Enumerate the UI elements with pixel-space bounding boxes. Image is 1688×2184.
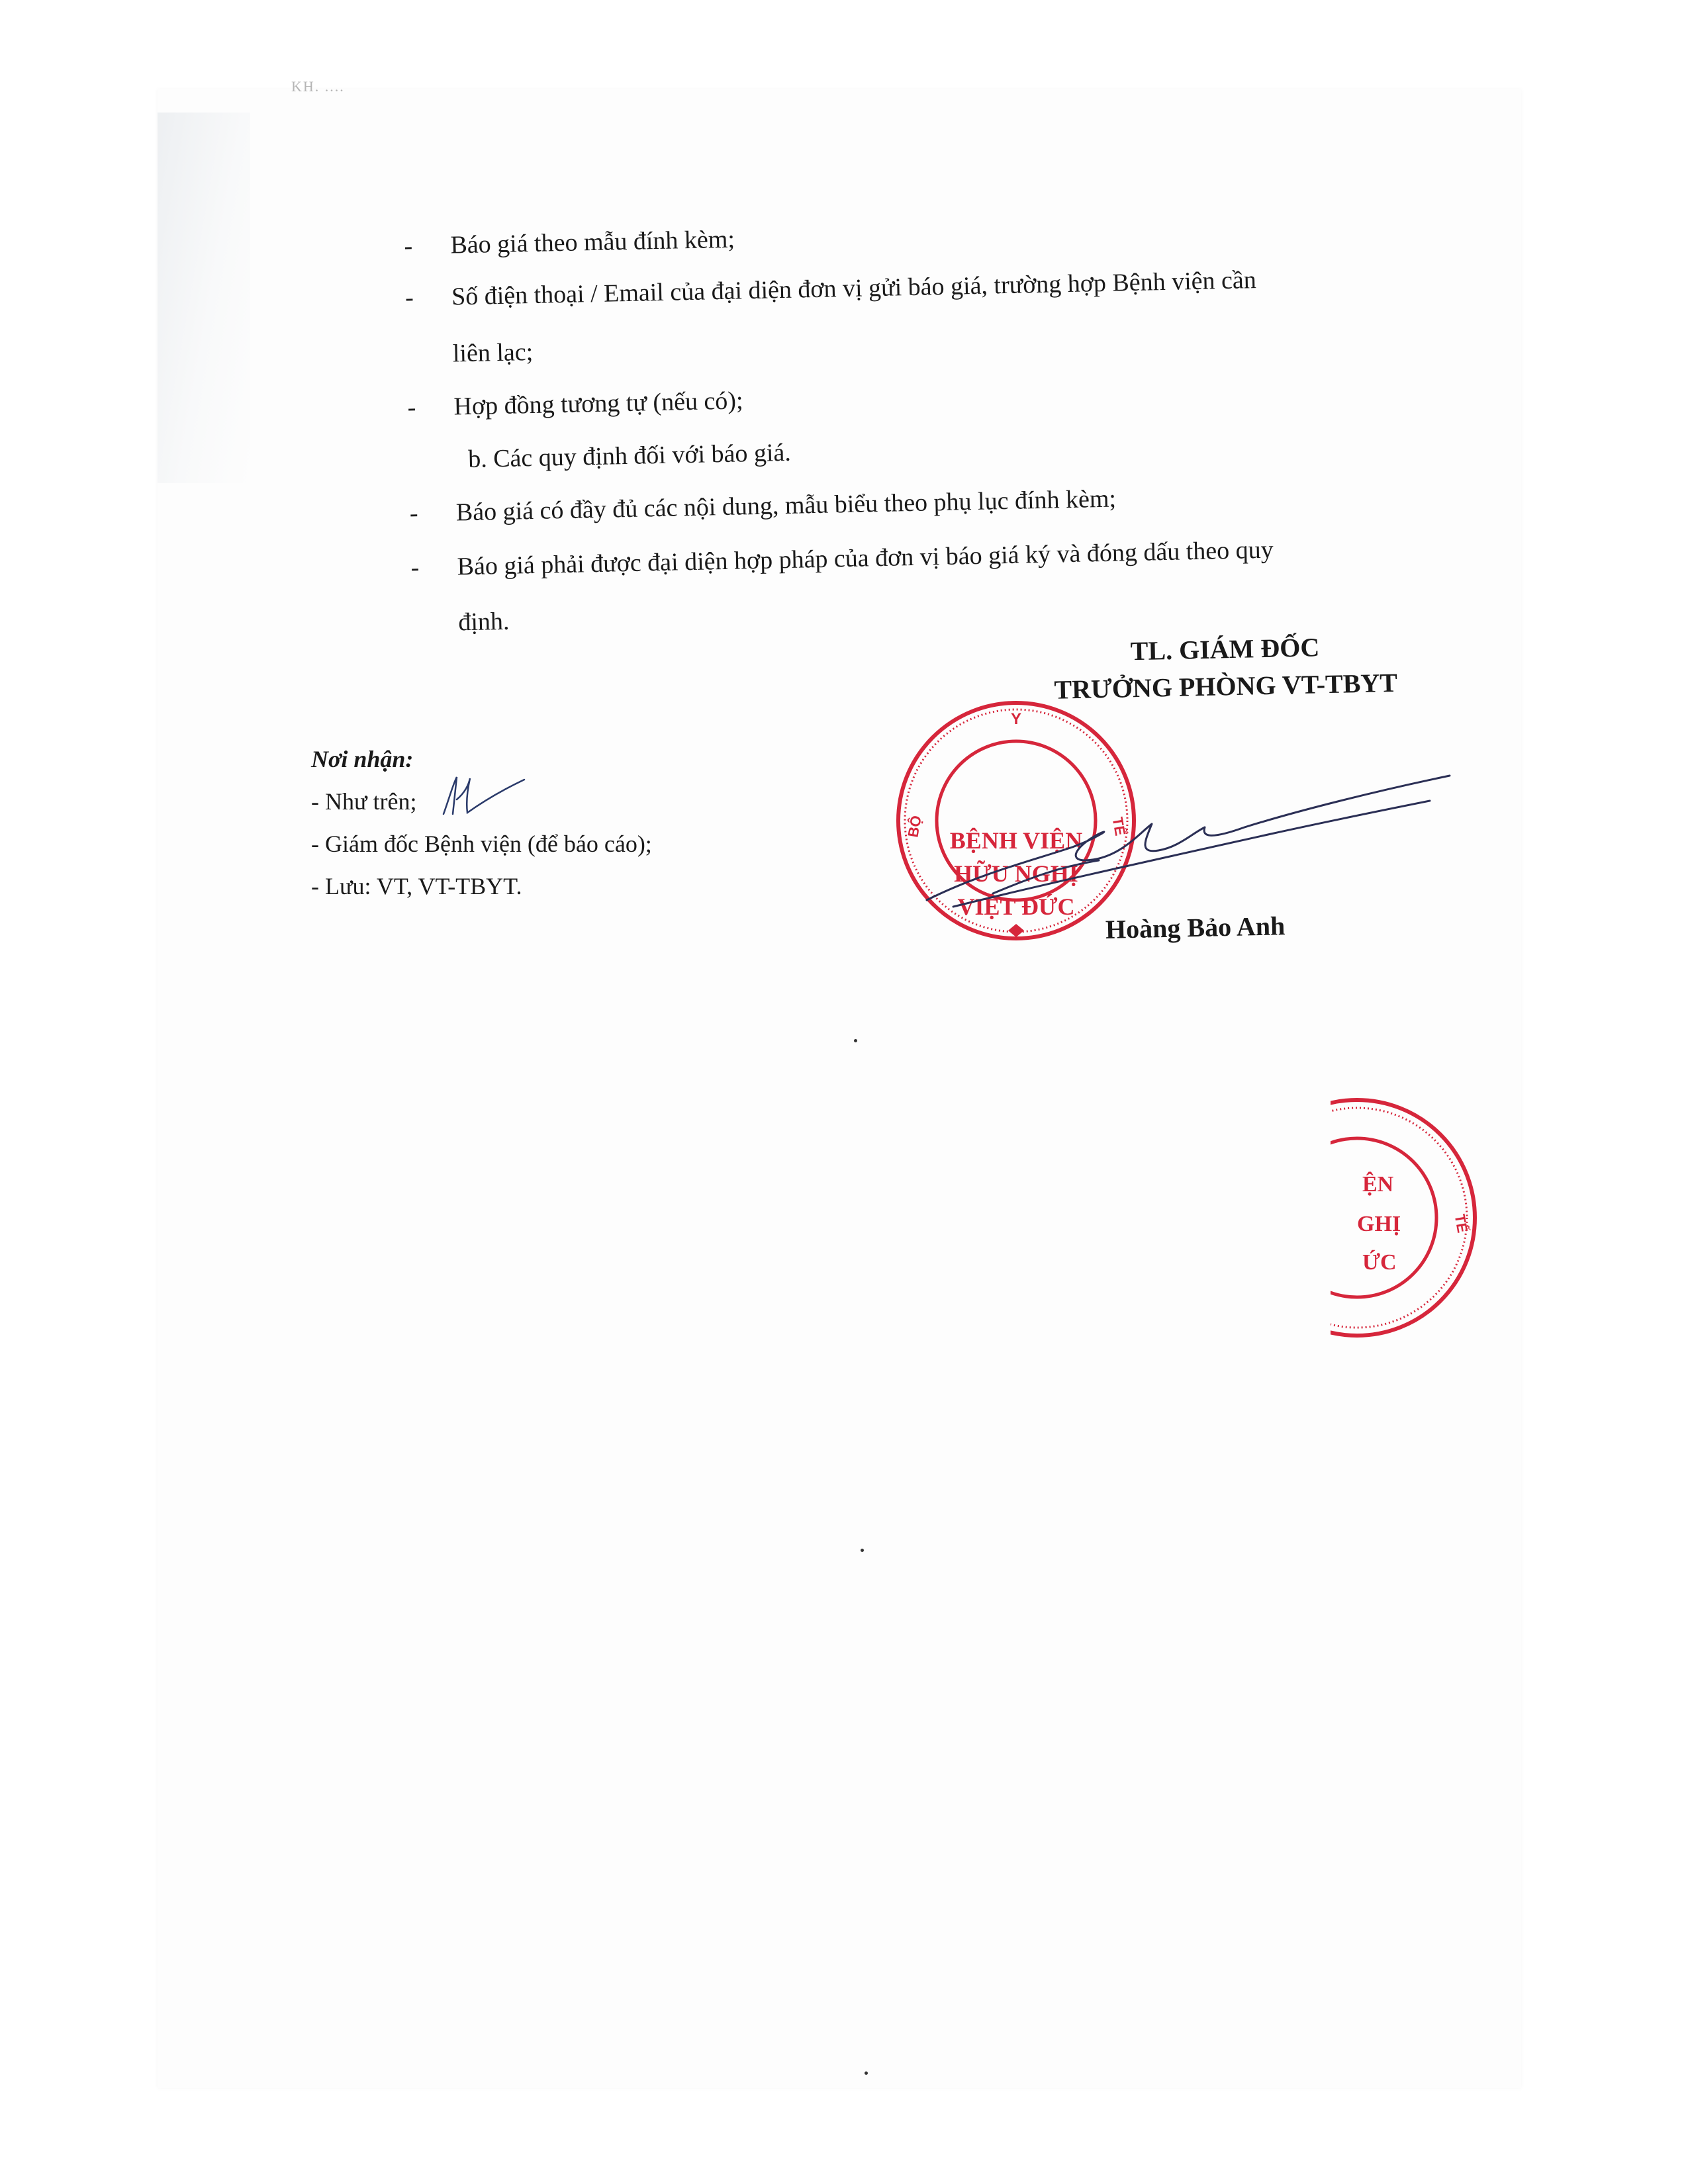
header-smudge-text: KH. .... [291, 78, 345, 95]
bullet-text: Báo giá phải được đại diện hợp pháp của đơn vị báo giá ký và đóng dấu theo quy [457, 535, 1274, 581]
recipients-block [311, 745, 652, 914]
handwritten-signature [900, 761, 1456, 927]
recipient-item: - Lưu: VT, VT-TBYT. [311, 873, 522, 899]
signer-name: Hoàng Bảo Anh [1105, 911, 1286, 944]
bullet-item [407, 373, 1401, 422]
seal-ring-right: TẾ [1109, 815, 1129, 837]
bullet-text: Báo giá theo mẫu đính kèm; [450, 225, 735, 259]
bullet-item [409, 478, 1403, 527]
bullet-text: Số điện thoại / Email của đại diện đơn vị gửi báo giá, trường hợp Bệnh viện cần [451, 266, 1257, 311]
recipient-item: - Giám đốc Bệnh viện (để báo cáo); [311, 831, 652, 857]
seal-line-3: VIỆT ĐỨC [957, 893, 1075, 920]
bullet-dash: - [404, 283, 414, 312]
partial-seal-line-1: ỆN [1362, 1172, 1394, 1197]
bullet-dash: - [404, 232, 413, 260]
recipient-item: - Như trên; [311, 788, 417, 815]
partial-seal-ghost [1331, 1092, 1503, 1343]
paper-speck [861, 1549, 864, 1552]
document-body [404, 211, 1405, 638]
partial-seal-ring-right: TẾ [1451, 1212, 1472, 1234]
seal-line-1: BỆNH VIỆN [949, 827, 1083, 854]
signer-position: TRƯỞNG PHÒNG VT-TBYT [1053, 667, 1398, 705]
bullet-text: Báo giá có đầy đủ các nội dung, mẫu biểu theo phụ lục đính kèm; [455, 484, 1117, 527]
subsection-text: b. Các quy định đối với báo giá. [467, 438, 792, 474]
bullet-continuation-text: liên lạc; [452, 338, 534, 368]
seal-ring-left: BỘ [904, 814, 925, 839]
partial-seal-line-2: GHỊ [1357, 1212, 1401, 1236]
seal-line-2: HỮU NGHỊ [954, 860, 1078, 887]
bullet-dash: - [410, 553, 420, 582]
recipients-title: Nơi nhận: [311, 746, 414, 772]
bullet-item [410, 532, 1404, 582]
paper-speck [865, 2071, 868, 2075]
signer-title: TL. GIÁM ĐỐC [1130, 632, 1320, 666]
bullet-continuation [406, 320, 1399, 369]
bullet-dash: - [407, 393, 416, 422]
bullet-item [405, 263, 1399, 312]
bullet-dash: - [409, 499, 419, 527]
page-fold-shadow [158, 113, 250, 483]
bullet-text: Hợp đồng tương tự (nếu có); [453, 387, 743, 421]
initial-signature-mark [437, 773, 530, 819]
partial-seal-line-3: ỨC [1362, 1250, 1397, 1275]
subsection-heading [408, 426, 1402, 475]
bullet-continuation-text: định. [457, 607, 510, 637]
paper-speck [854, 1039, 857, 1042]
seal-ring-top: Y [1010, 710, 1022, 728]
